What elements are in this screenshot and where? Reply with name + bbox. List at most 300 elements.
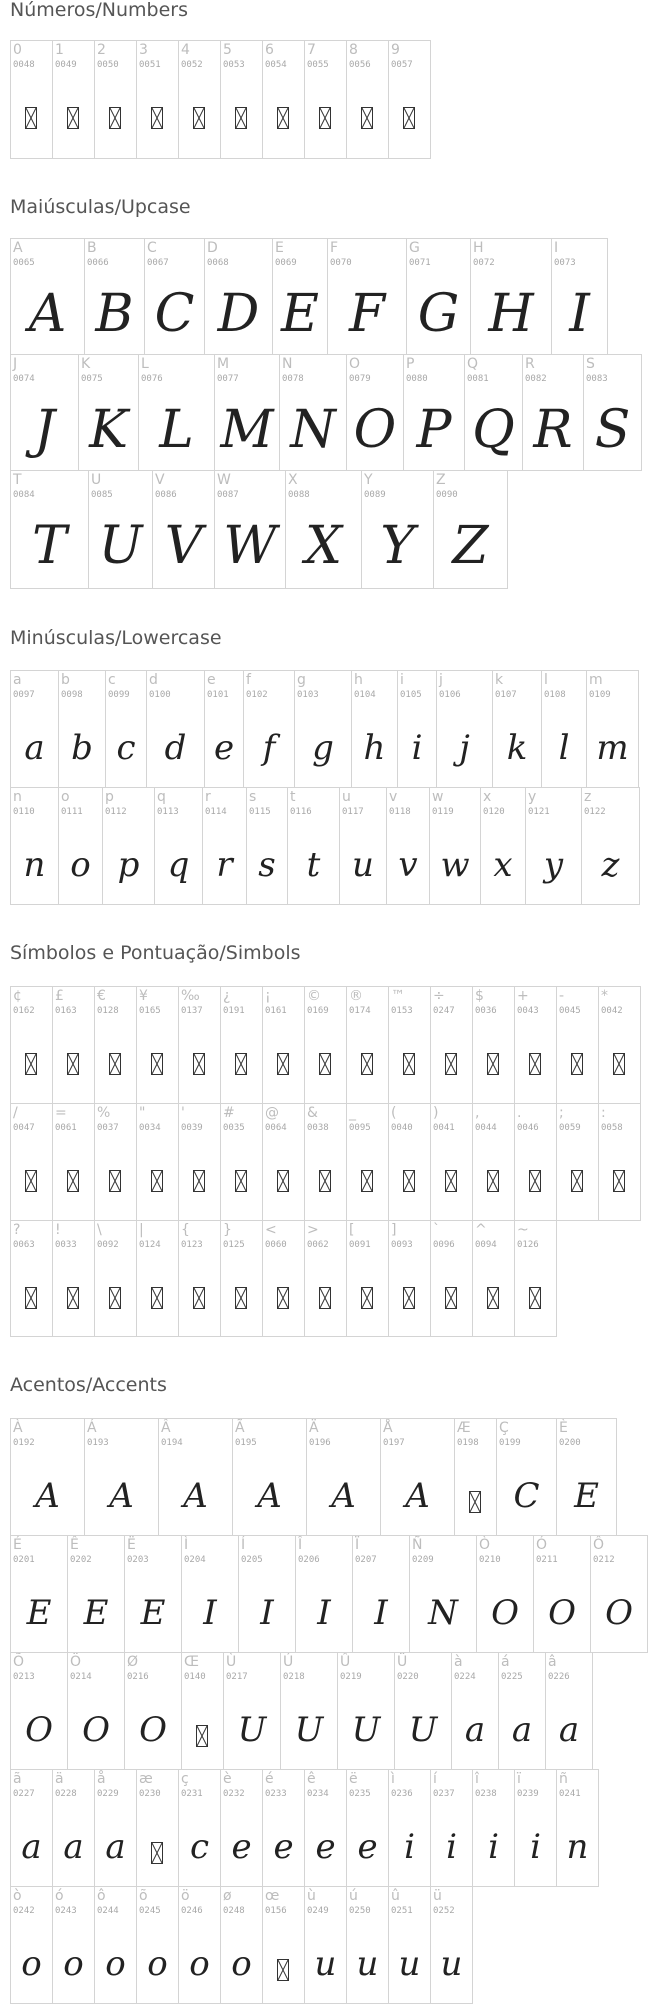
glyph-char-label: b — [61, 672, 70, 688]
glyph-cell — [158, 1418, 233, 1536]
glyph-code-label: 0192 — [13, 1438, 35, 1448]
glyph-code-label: 0137 — [181, 1006, 203, 1016]
glyph-char-label: z — [584, 789, 592, 805]
glyph-char-label: L — [141, 356, 149, 372]
glyph-char-label: Z — [436, 472, 446, 488]
section-title-lowercase: Minúsculas/Lowercase — [10, 627, 222, 649]
glyph-char-label: Û — [340, 1654, 351, 1670]
glyph-sample: i — [411, 728, 423, 768]
glyph-cell — [433, 470, 508, 589]
glyph-char-label: \ — [97, 1222, 102, 1238]
glyph-char-label: Æ — [457, 1420, 471, 1436]
glyph-char-label: * — [601, 988, 608, 1004]
glyph-char-label: ( — [391, 1105, 397, 1121]
glyph-char-label: 4 — [181, 42, 190, 58]
glyph-cell — [10, 1535, 68, 1653]
glyph-char-label: ™ — [391, 988, 405, 1004]
glyph-cell — [223, 1652, 281, 1770]
glyph-code-label: 0120 — [483, 807, 505, 817]
glyph-sample: Y — [380, 516, 415, 576]
glyph-char-label: w — [432, 789, 444, 805]
glyph-char-label: ç — [181, 1771, 189, 1787]
glyph-code-label: 0066 — [87, 258, 109, 268]
glyph-char-label: F — [330, 240, 339, 256]
missing-glyph-icon — [277, 1053, 289, 1075]
section-title-symbols: Símbolos e Pontuação/Simbols — [10, 942, 301, 964]
glyph-char-label: | — [139, 1222, 144, 1238]
glyph-code-label: 0076 — [141, 374, 163, 384]
missing-glyph-icon — [361, 1053, 373, 1075]
glyph-char-label: Ù — [226, 1654, 237, 1670]
glyph-cell — [52, 40, 95, 159]
glyph-char-label: X — [288, 472, 298, 488]
glyph-char-label: û — [391, 1888, 400, 1904]
glyph-cell — [430, 1103, 473, 1221]
missing-glyph-icon — [319, 1053, 331, 1075]
glyph-code-label: 0038 — [307, 1123, 329, 1133]
glyph-char-label: à — [454, 1654, 463, 1670]
glyph-char-label: Ø — [127, 1654, 139, 1670]
glyph-code-label: 0196 — [309, 1438, 331, 1448]
missing-glyph-icon — [235, 1053, 247, 1075]
glyph-char-label: ä — [55, 1771, 64, 1787]
glyph-code-label: 0068 — [207, 258, 229, 268]
glyph-char-label: V — [155, 472, 165, 488]
glyph-cell — [181, 1652, 224, 1770]
glyph-char-label: r — [205, 789, 211, 805]
glyph-code-label: 0165 — [139, 1006, 161, 1016]
glyph-sample: U — [294, 1710, 324, 1750]
glyph-cell — [388, 986, 431, 1104]
glyph-cell — [220, 986, 263, 1104]
glyph-char-label: 7 — [307, 42, 316, 58]
glyph-cell — [514, 986, 557, 1104]
glyph-cell — [84, 1418, 159, 1536]
glyph-cell — [476, 1535, 534, 1653]
glyph-cell — [346, 986, 389, 1104]
glyph-code-label: 0248 — [223, 1906, 245, 1916]
glyph-char-label: ` — [433, 1222, 440, 1238]
missing-glyph-icon — [109, 107, 121, 129]
glyph-sample: i — [488, 1827, 499, 1867]
glyph-sample: C — [154, 284, 195, 344]
glyph-code-label: 0226 — [548, 1672, 570, 1682]
glyph-char-label: â — [548, 1654, 557, 1670]
glyph-code-label: 0247 — [433, 1006, 455, 1016]
missing-glyph-icon — [193, 1053, 205, 1075]
glyph-sample: y — [543, 845, 564, 885]
glyph-cell — [10, 1103, 53, 1221]
glyph-char-label: I — [554, 240, 559, 256]
glyph-sample: j — [459, 728, 470, 768]
glyph-sample: v — [398, 845, 418, 885]
glyph-cell — [472, 1769, 515, 1887]
glyph-cell — [394, 1652, 452, 1770]
glyph-sample: a — [63, 1827, 84, 1867]
glyph-cell — [232, 1418, 307, 1536]
glyph-char-label: ê — [307, 1771, 316, 1787]
glyph-code-label: 0250 — [349, 1906, 371, 1916]
glyph-cell — [551, 238, 608, 355]
glyph-sample: Z — [452, 516, 489, 576]
glyph-char-label: ö — [181, 1888, 190, 1904]
glyph-cell — [351, 670, 398, 788]
glyph-code-label: 0224 — [454, 1672, 476, 1682]
glyph-sample: l — [558, 728, 570, 768]
glyph-sample: s — [258, 845, 276, 885]
glyph-sample: R — [533, 400, 573, 460]
glyph-sample: i — [446, 1827, 457, 1867]
glyph-cell — [480, 787, 526, 905]
glyph-char-label: 9 — [391, 42, 400, 58]
glyph-code-label: 0103 — [297, 690, 319, 700]
glyph-cell — [556, 1769, 599, 1887]
glyph-cell — [304, 1769, 347, 1887]
missing-glyph-icon — [67, 1053, 79, 1075]
glyph-code-label: 0099 — [108, 690, 130, 700]
glyph-code-label: 0063 — [13, 1240, 35, 1250]
glyph-char-label: U — [91, 472, 102, 488]
glyph-code-label: 0218 — [283, 1672, 305, 1682]
glyph-char-label: < — [265, 1222, 277, 1238]
missing-glyph-icon — [25, 1053, 37, 1075]
glyph-code-label: 0040 — [391, 1123, 413, 1133]
glyph-code-label: 0116 — [290, 807, 312, 817]
glyph-char-label: Ò — [479, 1537, 491, 1553]
glyph-char-label: d — [149, 672, 158, 688]
glyph-char-label: / — [13, 1105, 18, 1121]
glyph-code-label: 0242 — [13, 1906, 35, 1916]
missing-glyph-icon — [529, 1053, 541, 1075]
glyph-char-label: î — [475, 1771, 479, 1787]
glyph-code-label: 0123 — [181, 1240, 203, 1250]
glyph-cell — [304, 1886, 347, 2004]
glyph-sample: r — [216, 845, 233, 885]
glyph-cell — [304, 40, 347, 159]
missing-glyph-icon — [67, 1170, 79, 1192]
glyph-char-label: 1 — [55, 42, 64, 58]
glyph-code-label: 0243 — [55, 1906, 77, 1916]
glyph-sample: E — [26, 1593, 52, 1633]
glyph-char-label: S — [586, 356, 595, 372]
glyph-char-label: l — [544, 672, 548, 688]
glyph-code-label: 0083 — [586, 374, 608, 384]
missing-glyph-icon — [361, 107, 373, 129]
missing-glyph-icon — [109, 1170, 121, 1192]
glyph-cell — [380, 1418, 455, 1536]
glyph-cell — [52, 1769, 95, 1887]
glyph-cell — [220, 40, 263, 159]
glyph-code-label: 0100 — [149, 690, 171, 700]
glyph-sample: b — [71, 728, 93, 768]
glyph-sample: u — [398, 1944, 421, 1984]
glyph-sample: e — [213, 728, 235, 768]
glyph-code-label: 0219 — [340, 1672, 362, 1682]
glyph-char-label: { — [181, 1222, 190, 1238]
glyph-sample: A — [109, 1476, 134, 1516]
glyph-sample: c — [116, 728, 136, 768]
glyph-cell — [88, 470, 153, 589]
glyph-char-label: c — [108, 672, 116, 688]
glyph-cell — [498, 1652, 546, 1770]
glyph-sample: u — [352, 845, 374, 885]
glyph-char-label: ' — [181, 1105, 185, 1121]
glyph-char-label: ‰ — [181, 988, 200, 1004]
missing-glyph-icon — [319, 1170, 331, 1192]
glyph-code-label: 0125 — [223, 1240, 245, 1250]
glyph-code-label: 0197 — [383, 1438, 405, 1448]
glyph-char-label: $ — [475, 988, 484, 1004]
glyph-char-label: 8 — [349, 42, 358, 58]
glyph-char-label: ? — [13, 1222, 21, 1238]
glyph-char-label: G — [409, 240, 420, 256]
glyph-cell — [388, 40, 431, 159]
missing-glyph-icon — [277, 1959, 289, 1981]
glyph-code-label: 0065 — [13, 258, 35, 268]
glyph-code-label: 0225 — [501, 1672, 523, 1682]
glyph-code-label: 0245 — [139, 1906, 161, 1916]
glyph-code-label: 0169 — [307, 1006, 329, 1016]
glyph-cell — [388, 1220, 431, 1337]
glyph-code-label: 0115 — [249, 807, 271, 817]
glyph-code-label: 0091 — [349, 1240, 371, 1250]
glyph-char-label: e — [207, 672, 216, 688]
glyph-cell — [472, 1103, 515, 1221]
glyph-code-label: 0206 — [298, 1555, 320, 1565]
glyph-sample: k — [506, 728, 528, 768]
missing-glyph-icon — [193, 107, 205, 129]
glyph-char-label: Á — [87, 1420, 97, 1436]
glyph-cell — [388, 1886, 431, 2004]
glyph-code-label: 0050 — [97, 60, 119, 70]
glyph-code-label: 0087 — [217, 490, 239, 500]
glyph-sample: w — [440, 845, 470, 885]
glyph-code-label: 0110 — [13, 807, 35, 817]
missing-glyph-icon — [445, 1170, 457, 1192]
glyph-sample: U — [408, 1710, 438, 1750]
glyph-char-label: å — [97, 1771, 106, 1787]
glyph-code-label: 0252 — [433, 1906, 455, 1916]
glyph-code-label: 0210 — [479, 1555, 501, 1565]
glyph-char-label: ~ — [517, 1222, 529, 1238]
glyph-cell — [10, 1769, 53, 1887]
glyph-sample: A — [183, 1476, 208, 1516]
glyph-char-label: Ã — [235, 1420, 245, 1436]
glyph-cell — [10, 787, 59, 905]
glyph-sample: t — [306, 845, 321, 885]
glyph-char-label: ; — [559, 1105, 564, 1121]
glyph-cell — [346, 1103, 389, 1221]
glyph-code-label: 0211 — [536, 1555, 558, 1565]
glyph-cell — [280, 1652, 338, 1770]
glyph-char-label: Î — [298, 1537, 303, 1553]
glyph-char-label: ø — [223, 1888, 232, 1904]
glyph-cell — [154, 787, 203, 905]
glyph-cell — [204, 670, 244, 788]
glyph-cell — [581, 787, 640, 905]
glyph-char-label: Ú — [283, 1654, 294, 1670]
glyph-char-label: ë — [349, 1771, 358, 1787]
glyph-char-label: Õ — [13, 1654, 25, 1670]
glyph-code-label: 0101 — [207, 690, 229, 700]
glyph-code-label: 0216 — [127, 1672, 149, 1682]
glyph-code-label: 0058 — [601, 1123, 623, 1133]
glyph-code-label: 0156 — [265, 1906, 287, 1916]
glyph-cell — [52, 1220, 95, 1337]
glyph-cell — [409, 1535, 477, 1653]
glyph-char-label: ù — [307, 1888, 316, 1904]
glyph-cell — [214, 354, 280, 471]
glyph-char-label: ò — [13, 1888, 22, 1904]
glyph-sample: P — [416, 400, 452, 460]
glyph-code-label: 0232 — [223, 1789, 245, 1799]
glyph-cell — [514, 1769, 557, 1887]
glyph-cell — [472, 986, 515, 1104]
missing-glyph-icon — [487, 1170, 499, 1192]
glyph-cell — [496, 1418, 557, 1536]
glyph-code-label: 0191 — [223, 1006, 245, 1016]
missing-glyph-icon — [151, 1842, 163, 1864]
glyph-code-label: 0086 — [155, 490, 177, 500]
glyph-sample: a — [24, 728, 45, 768]
glyph-code-label: 0119 — [432, 807, 454, 817]
glyph-code-label: 0117 — [342, 807, 364, 817]
glyph-char-label: Ó — [536, 1537, 548, 1553]
glyph-char-label: Œ — [184, 1654, 199, 1670]
glyph-code-label: 0162 — [13, 1006, 35, 1016]
glyph-sample: D — [217, 284, 260, 344]
glyph-code-label: 0194 — [161, 1438, 183, 1448]
glyph-sample: o — [70, 845, 91, 885]
glyph-code-label: 0060 — [265, 1240, 287, 1250]
glyph-sample: O — [25, 1710, 53, 1750]
glyph-char-label: i — [400, 672, 404, 688]
glyph-cell — [451, 1652, 499, 1770]
glyph-char-label: Ô — [593, 1537, 605, 1553]
glyph-code-label: 0114 — [205, 807, 227, 817]
glyph-cell — [454, 1418, 497, 1536]
glyph-code-label: 0048 — [13, 60, 35, 70]
glyph-code-label: 0049 — [55, 60, 77, 70]
glyph-code-label: 0140 — [184, 1672, 206, 1682]
glyph-char-label: C — [147, 240, 157, 256]
glyph-code-label: 0102 — [246, 690, 268, 700]
glyph-code-label: 0106 — [439, 690, 461, 700]
glyph-char-label: y — [528, 789, 537, 805]
glyph-cell — [10, 354, 79, 471]
glyph-sample: N — [428, 1593, 458, 1633]
glyph-cell — [10, 1652, 68, 1770]
glyph-char-label: = — [55, 1105, 67, 1121]
glyph-char-label: & — [307, 1105, 318, 1121]
glyph-cell — [388, 1769, 431, 1887]
glyph-code-label: 0122 — [584, 807, 606, 817]
glyph-sample: I — [203, 1593, 217, 1633]
glyph-code-label: 0042 — [601, 1006, 623, 1016]
glyph-char-label: ã — [13, 1771, 22, 1787]
glyph-char-label: R — [525, 356, 535, 372]
glyph-cell — [181, 1535, 239, 1653]
glyph-cell — [337, 1652, 395, 1770]
glyph-code-label: 0204 — [184, 1555, 206, 1565]
glyph-code-label: 0111 — [61, 807, 83, 817]
glyph-cell — [429, 787, 481, 905]
glyph-code-label: 0239 — [517, 1789, 539, 1799]
missing-glyph-icon — [193, 1287, 205, 1309]
glyph-cell — [346, 1769, 389, 1887]
missing-glyph-icon — [25, 1170, 37, 1192]
glyph-cell — [144, 238, 205, 355]
glyph-char-label: j — [439, 672, 443, 688]
glyph-code-label: 0121 — [528, 807, 550, 817]
glyph-char-label: õ — [139, 1888, 148, 1904]
glyph-char-label: , — [475, 1105, 480, 1121]
glyph-code-label: 0200 — [559, 1438, 581, 1448]
glyph-code-label: 0070 — [330, 258, 352, 268]
section-title-upcase: Maiúsculas/Upcase — [10, 196, 191, 218]
glyph-cell — [10, 238, 85, 355]
glyph-char-label: h — [354, 672, 363, 688]
glyph-char-label: M — [217, 356, 230, 372]
glyph-cell — [533, 1535, 591, 1653]
glyph-code-label: 0094 — [475, 1240, 497, 1250]
glyph-char-label: E — [275, 240, 284, 256]
glyph-cell — [464, 354, 523, 471]
glyph-cell — [285, 470, 362, 589]
glyph-cell — [556, 1103, 599, 1221]
glyph-cell — [294, 670, 352, 788]
glyph-cell — [430, 1886, 473, 2004]
missing-glyph-icon — [445, 1287, 457, 1309]
glyph-char-label: o — [61, 789, 70, 805]
glyph-code-label: 0071 — [409, 258, 431, 268]
glyph-char-label: . — [517, 1105, 522, 1121]
glyph-cell — [514, 1220, 557, 1337]
glyph-code-label: 0126 — [517, 1240, 539, 1250]
glyph-char-label: © — [307, 988, 321, 1004]
missing-glyph-icon — [109, 1287, 121, 1309]
glyph-code-label: 0057 — [391, 60, 413, 70]
glyph-cell — [545, 1652, 593, 1770]
glyph-code-label: 0244 — [97, 1906, 119, 1916]
glyph-cell — [386, 787, 430, 905]
glyph-cell — [397, 670, 437, 788]
glyph-cell — [10, 986, 53, 1104]
glyph-cell — [556, 986, 599, 1104]
missing-glyph-icon — [613, 1170, 625, 1192]
glyph-cell — [262, 1769, 305, 1887]
glyph-code-label: 0055 — [307, 60, 329, 70]
missing-glyph-icon — [571, 1170, 583, 1192]
glyph-code-label: 0074 — [13, 374, 35, 384]
glyph-sample: E — [574, 1476, 599, 1516]
glyph-char-label: m — [589, 672, 603, 688]
glyph-code-label: 0081 — [467, 374, 489, 384]
glyph-code-label: 0198 — [457, 1438, 479, 1448]
glyph-code-label: 0195 — [235, 1438, 257, 1448]
glyph-code-label: 0073 — [554, 258, 576, 268]
glyph-code-label: 0056 — [349, 60, 371, 70]
glyph-cell — [327, 238, 407, 355]
glyph-cell — [94, 40, 137, 159]
glyph-char-label: P — [406, 356, 415, 372]
glyph-cell — [94, 1769, 137, 1887]
glyph-cell — [556, 1418, 617, 1536]
glyph-cell — [598, 1103, 641, 1221]
glyph-sample: I — [317, 1593, 331, 1633]
glyph-cell — [136, 1103, 179, 1221]
glyph-char-label: p — [105, 789, 114, 805]
